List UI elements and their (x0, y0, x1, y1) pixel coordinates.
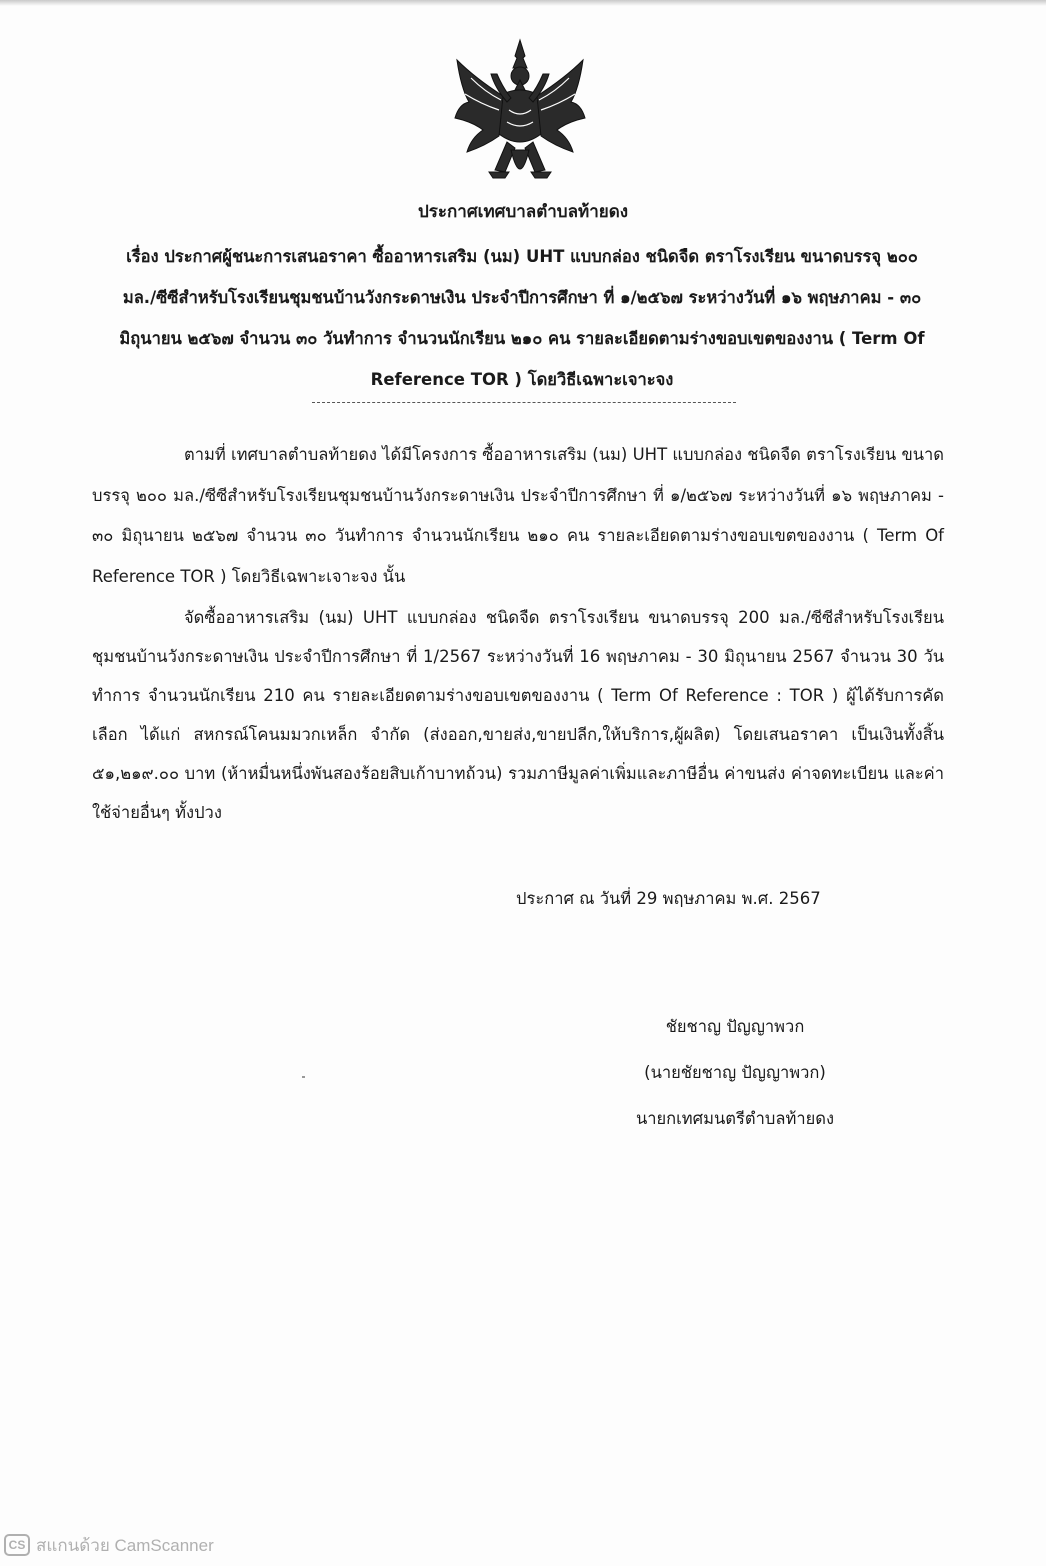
signature-block (590, 1012, 880, 1150)
divider-line (312, 402, 736, 403)
signed-name: ชัยชาญ ปัญญาพวก (665, 1017, 805, 1036)
body-paragraph-1: ตามที่ เทศบาลตำบลท้ายดง ได้มีโครงการ ซื้ออาหารเสริม (นม) UHT แบบกล่อง ชนิดจืด ตราโรงเรียน ขนาดบรรจุ ๒๐๐ มล./ซีซีสำหรับโรงเรียนชุมชนบ้านวังกระดาษเงิน ประจำปีการศึกษา ที่ ๑/๒๕๖๗ ระหว่างวันที่ ๑๖ พฤษภาคม - ๓๐ มิถุนายน ๒๕๖๗ จำนวน ๓๐ วันทำการ จำนวนนักเรียน ๒๑๐ คน รายละเอียดตามร่างขอบเขตของงาน ( Term Of Reference TOR ) โดยวิธีเฉพาะเจาะจง นั้น (92, 445, 944, 586)
camscanner-logo-icon: CS (4, 1534, 30, 1556)
camscanner-text: สแกนด้วย CamScanner (36, 1535, 214, 1555)
body-paragraph-2: จัดซื้ออาหารเสริม (นม) UHT แบบกล่อง ชนิดจืด ตราโรงเรียน ขนาดบรรจุ 200 มล./ซีซีสำหรับโรงเรียนชุมชนบ้านวังกระดาษเงิน ประจำปีการศึกษา ที่ 1/2567 ระหว่างวันที่ 16 พฤษภาคม - 30 มิถุนายน 2567 จำนวน 30 วันทำการ จำนวนนักเรียน 210 คน รายละเอียดตามร่างขอบเขตของงาน ( Term Of Reference : TOR ) ผู้ได้รับการคัดเลือก ได้แก่ สหกรณ์โคนมมวกเหล็ก จำกัด (ส่งออก,ขายส่ง,ขายปลีก,ให้บริการ,ผู้ผลิต) โดยเสนอราคา เป็นเงินทั้งสิ้น ๕๑,๒๑๙.๐๐ บาท (ห้าหมื่นหนึ่งพันสองร้อยสิบเก้าบาทถ้วน) รวมภาษีมูลค่าเพิ่มและภาษีอื่น ค่าขนส่ง ค่าจดทะเบียน และค่าใช้จ่ายอื่นๆ ทั้งปวง (92, 608, 944, 822)
signer-full-name: (นายชัยชาญ ปัญญาพวก) (644, 1063, 826, 1082)
announcement-title: ประกาศเทศบาลตำบลท้ายดง (417, 202, 629, 222)
scan-speck (302, 1076, 305, 1078)
garuda-emblem-icon (451, 38, 589, 196)
announcement-subject: เรื่อง ประกาศผู้ชนะการเสนอราคา ซื้ออาหารเสริม (นม) UHT แบบกล่อง ชนิดจืด ตราโรงเรียน ขนาดบรรจุ ๒๐๐ มล./ซีซีสำหรับโรงเรียนชุมชนบ้านวังกระดาษเงิน ประจำปีการศึกษา ที่ ๑/๒๕๖๗ ระหว่างวันที่ ๑๖ พฤษภาคม - ๓๐ มิถุนายน ๒๕๖๗ จำนวน ๓๐ วันทำการ จำนวนนักเรียน ๒๑๐ คน รายละเอียดตามร่างขอบเขตของงาน ( Term Of Reference TOR ) โดยวิธีเฉพาะเจาะจง (119, 247, 925, 389)
scan-top-edge (0, 0, 1046, 6)
announcement-date: ประกาศ ณ วันที่ 29 พฤษภาคม พ.ศ. 2567 (516, 889, 821, 908)
camscanner-footer (4, 1530, 214, 1560)
signer-position: นายกเทศมนตรีตำบลท้ายดง (635, 1109, 835, 1128)
